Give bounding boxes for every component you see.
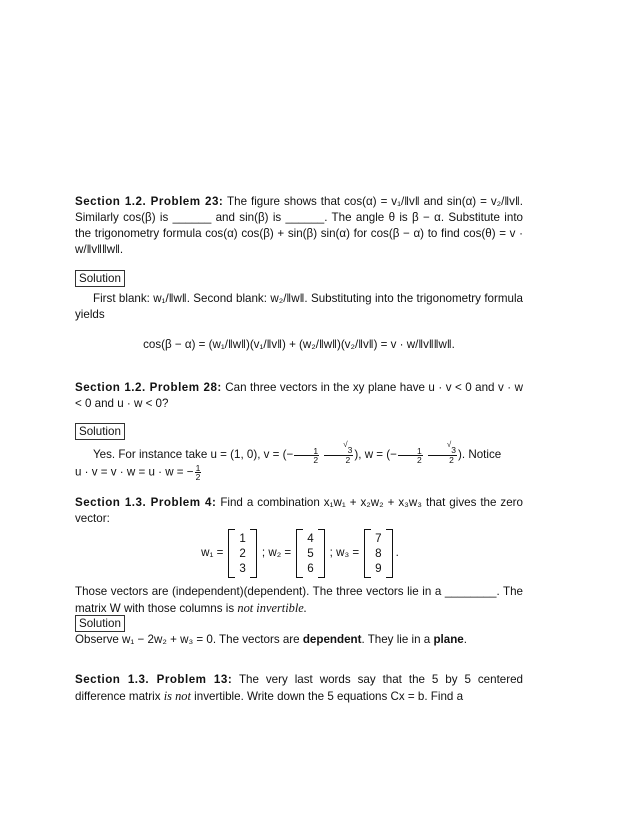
solution-label: Solution [75,615,125,632]
solution-1-2-23 [75,270,523,353]
problem-1-3-13 [75,672,523,705]
section-heading: Section 1.3. Problem 13: [75,673,233,686]
solution-equation: cos(β − α) = (w₁/‖w‖)(v₁/‖v‖) + (w₂/‖w‖)(v₂/‖v‖) = v · w/‖v‖‖w‖. [143,337,455,351]
vector-w1: 1 2 3 [228,529,256,578]
solution-text: Observe w₁ − 2w₂ + w₃ = 0. The vectors are dependent. They lie in a plane. [75,633,467,646]
section-heading: Section 1.2. Problem 23: [75,195,224,208]
emphasis-text: not invertible. [237,600,307,615]
w2-label: ; w₂ = [261,546,292,560]
end-dot: . [395,546,399,560]
problem-statement [75,194,523,258]
fraction-half: $\frac{1}{2}$ [398,447,423,464]
problem-followup: Those vectors are (independent)(dependent). The three vectors lie in a ________. The matrix W with those columns is not invertible. [75,584,523,615]
solution-text-b: ), w = (− [354,448,397,462]
w1-label: w₁ = [201,546,224,560]
section-heading: Section 1.3. Problem 4: [75,496,217,509]
fraction-half: $\frac{1}{2}$ [195,463,201,482]
bold-dependent: dependent [302,633,362,646]
vector-w2: 4 5 6 [296,529,324,578]
solution-1-3-4 [75,615,523,648]
problem-1-3-4 [75,495,523,617]
problem-text: Can three vectors in the xy plane have u · v < 0 and v · w < 0 and u · w < 0? [75,381,523,410]
solution-text-c: ). Notice [458,448,502,462]
solution-text: First blank: w₁/‖w‖. Second blank: w₂/‖w‖. Substituting into the trigonometry formula yields [75,292,523,321]
w3-label: ; w₃ = [329,546,360,560]
emphasis-text: is not [163,688,191,703]
problem-text: Find a combination x₁w₁ + x₂w₂ + x₃w₃ that gives the zero vector: [75,496,523,525]
problem-text-2: invertible. Write down the 5 equations Cx = b. Find a [194,689,464,703]
fraction-sqrt3-half: $\frac{√3}{2}$ [324,446,353,464]
problem-text: The very last words say that the 5 by 5 centered difference matrix [75,673,523,703]
section-heading: Section 1.2. Problem 28: [75,381,222,394]
vector-definitions [75,529,523,578]
solution-text-a: Yes. For instance take u = (1, 0), v = (− [93,448,294,462]
problem-1-2-23 [75,194,523,258]
problem-1-2-28 [75,380,523,412]
solution-text-d: u · v = v · w = u · w = − $\frac{1}{2}$ [75,463,201,482]
problem-text: The figure shows that cos(α) = v₁/‖v‖ and sin(α) = v₂/‖v‖. Similarly cos(β) is ______ and sin(β) is ______. The angle θ is β − α. Substitute into the trigonometry formula cos(α) cos(β) + sin(β) sin(α) for cos(β − α) to find cos(θ) = v · w/‖v‖‖w‖. [75,195,523,256]
fraction-half: $\frac{1}{2}$ [294,447,319,464]
vector-w3: 7 8 9 [364,529,392,578]
bold-plane: plane [433,633,464,646]
fraction-sqrt3-half: $\frac{√3}{2}$ [428,446,457,464]
solution-text [75,440,523,465]
solution-label: Solution [75,423,125,440]
solution-label: Solution [75,270,125,287]
solution-1-2-28 [75,423,523,481]
